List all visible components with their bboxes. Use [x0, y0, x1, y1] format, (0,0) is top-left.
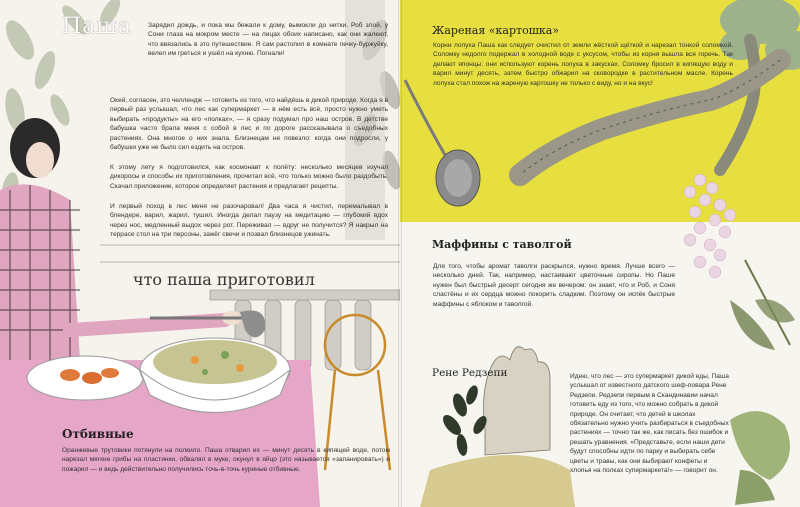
recipe-text-cutlets: Оранжевые трутовики потянули на полкило. Паша отварил их — минут десять в кипящей воде, потом нарезал мягкие грибы на пластинки, обвалял в муке, окунул в яйцо (это называется «запанировать») и пожарил — и ведь действительно получились точь-в-точь куриные отбивные. [62, 447, 390, 473]
recipe-text-muffins: Для того, чтобы аромат таволги раскрылся, нужно время. Лучше всего — несколько дней. Так, например, настаивают цветочные сиропы. Но Паше нужен был быстрый десерт сегодня же вечером: он знает, что и Роб, и Соня сластёны и их сердца можно покорить сладким. Поэтому он испёк быстрые маффины с яблоком и таволгой. [433, 263, 675, 308]
recipe-title-cutlets: Отбивные [62, 427, 134, 441]
recipe-title-muffins: Маффины с таволгой [432, 238, 572, 251]
book-gutter [398, 0, 402, 507]
page-title: Паша [62, 14, 132, 39]
intro-paragraph-1: Зарядил дождь, и пока мы бежали к дому, вымокли до нитки. Роб злой, у Сони глаза на мокром месте — на лицах обоих написано, как они жалеют, что ввязались в это путешествие. Я сам растопил в комнате печку-буржуйку, велел им греться и ушёл на кухню. Погнали! [148, 22, 388, 58]
right-page [400, 0, 800, 507]
recipe-title-redzepi: Рене Редзепи [432, 367, 508, 379]
subtitle: что паша приготовил [133, 270, 315, 289]
recipe-text-potato: Корни лопуха Паша как следует очистил от земли жёсткой щёткой и нарезал тонкой соломкой. Соломку недолго подержал в холодной воде с уксусом, чтобы из корня вышла вся горечь. Так делают японцы: они используют корень лопуха в закусках. Соломку бросил в кипящую воду и варил минут десять, затем быстро обжарил на сковородке в растительном масле. Корень лопуха стал похож на жареную картошку не только с виду, но и на вкус! [433, 42, 733, 87]
intro-paragraph-3: К этому лету я подготовился, как космонавт к полёту: несколько месяцев изучал дикоросы и способы их приготовления, прочитал всё, что только можно было раздобыть. Скачал приложение, которое определяет растения и предлагает рецепты. [110, 164, 388, 190]
intro-paragraph-2: Окей, согласен, это челлендж — готовить из того, что найдёшь в дикой природе. Когда я в первый раз услышал, что лес как супермаркет — в нём есть всё, просто нужно уметь выбирать «продукты» на его «полках», — я сразу подумал про наш остров. В детстве бабушка часто брала меня с собой в лес и по дороге рассказывала о съедобных растениях. Она многое о них знала. Близнецам не повезло: когда они подросли, у бабушки уже не было сил ездить на остров. [110, 97, 388, 152]
recipe-text-redzepi: Идею, что лес — это супермаркет дикой еды, Паша услышал от известного датского шеф-повара Рене Редзепи. Редзепи первым в Скандинавии начал готовить еду из того, что можно собрать в дикой природе. Он считает, что детей в школах обязательно нужно учить разбираться в съедобных растениях — точно так же, как писать без ошибок и решать уравнения. «Представьте, если наши дети будут способны идти по парку и выбирать себе цветы и травы, как они выбирают конфеты и хлопья на полках супермаркета!» — говорит он. [570, 373, 729, 475]
intro-paragraph-4: И первый поход в лес меня не разочаровал! Два часа я чистил, перемалывал в блендере, варил, жарил, тушил. Иногда делал паузу на медитацию — глубокий вдох через нос, медленный выдох через рот. Переживал — вдруг не получится? Я накрыл на террасе стол на три персоны, зажёг свечи и позвал близнецов ужинать. [110, 203, 388, 239]
recipe-title-potato: Жареная «картошка» [432, 24, 560, 37]
